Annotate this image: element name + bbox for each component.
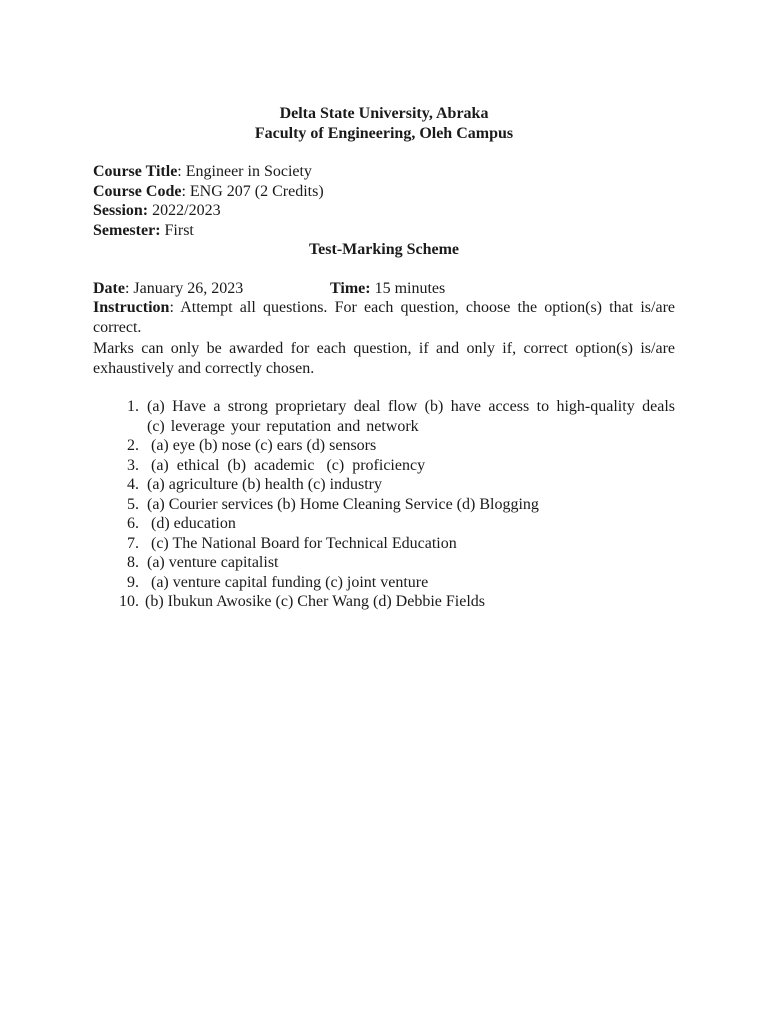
course-code-value: : ENG 207 (2 Credits) <box>181 182 324 200</box>
instruction-label: Instruction <box>93 299 170 316</box>
list-item <box>93 475 675 495</box>
item-number: 2. <box>127 437 139 454</box>
list-item <box>93 495 675 515</box>
item-answer: (a) venture capitalist <box>147 554 279 571</box>
list-item <box>93 592 675 612</box>
session-line <box>93 201 675 221</box>
item-answer: (a) eye (b) nose (c) ears (d) sensors <box>147 437 377 454</box>
item-number: 5. <box>127 495 139 513</box>
session-label: Session: <box>93 202 149 219</box>
list-item <box>93 397 675 436</box>
course-title-label: Course Title <box>93 163 178 180</box>
time-value: 15 minutes <box>370 279 446 297</box>
item-answer: (a) ethical (b) academic (c) proficiency <box>147 456 426 474</box>
item-answer: (a) venture capital funding (c) joint venture <box>147 573 429 591</box>
semester-value: First <box>160 221 194 239</box>
item-number: 3. <box>127 456 139 474</box>
list-item <box>93 573 675 593</box>
item-answer: (a) agriculture (b) health (c) industry <box>147 476 383 493</box>
item-number: 4. <box>127 476 139 493</box>
session-value: 2022/2023 <box>148 202 221 219</box>
university-name: Delta State University, Abraka <box>279 105 489 122</box>
item-answer: (a) Courier services (b) Home Cleaning Service (d) Blogging <box>147 495 539 513</box>
item-answer: (c) The National Board for Technical Education <box>147 534 457 552</box>
item-number: 6. <box>127 515 139 532</box>
item-number: 10. <box>119 593 139 610</box>
list-item <box>93 436 675 456</box>
date-field <box>93 279 330 299</box>
course-code-line <box>93 182 675 202</box>
list-item <box>93 553 675 573</box>
time-label: Time: <box>330 279 371 297</box>
course-title-line <box>93 162 675 182</box>
date-label: Date <box>93 279 125 297</box>
list-item <box>93 534 675 554</box>
item-answer: (a) Have a strong proprietary deal flow (b) have access to high-quality deals (c) leverage your reputation and network <box>147 398 675 435</box>
document-header <box>93 104 675 143</box>
instruction-text: : Attempt all questions. For each question, choose the option(s) that is/are correct. <box>93 299 675 336</box>
faculty-name: Faculty of Engineering, Oleh Campus <box>254 124 514 142</box>
marks-note: Marks can only be awarded for each question, if and only if, correct option(s) is/are exhaustively and correctly chosen. <box>93 340 675 377</box>
semester-label: Semester: <box>93 221 161 239</box>
semester-line <box>93 221 675 241</box>
scheme-title: Test-Marking Scheme <box>308 241 460 258</box>
date-value: : January 26, 2023 <box>124 279 244 297</box>
list-item <box>93 514 675 534</box>
list-item <box>93 456 675 476</box>
course-meta <box>93 162 675 240</box>
item-number: 8. <box>127 554 139 571</box>
answer-list <box>93 397 675 612</box>
document-page <box>93 104 675 612</box>
course-title-value: : Engineer in Society <box>177 163 312 180</box>
course-code-label: Course Code <box>93 182 182 200</box>
item-number: 1. <box>127 398 139 415</box>
item-answer: (d) education <box>147 515 236 532</box>
time-field <box>330 279 445 299</box>
item-number: 7. <box>127 534 139 552</box>
instruction-paragraph <box>93 298 675 337</box>
date-time-row <box>93 279 675 299</box>
item-answer: (b) Ibukun Awosike (c) Cher Wang (d) Debbie Fields <box>145 593 485 610</box>
item-number: 9. <box>127 573 139 591</box>
